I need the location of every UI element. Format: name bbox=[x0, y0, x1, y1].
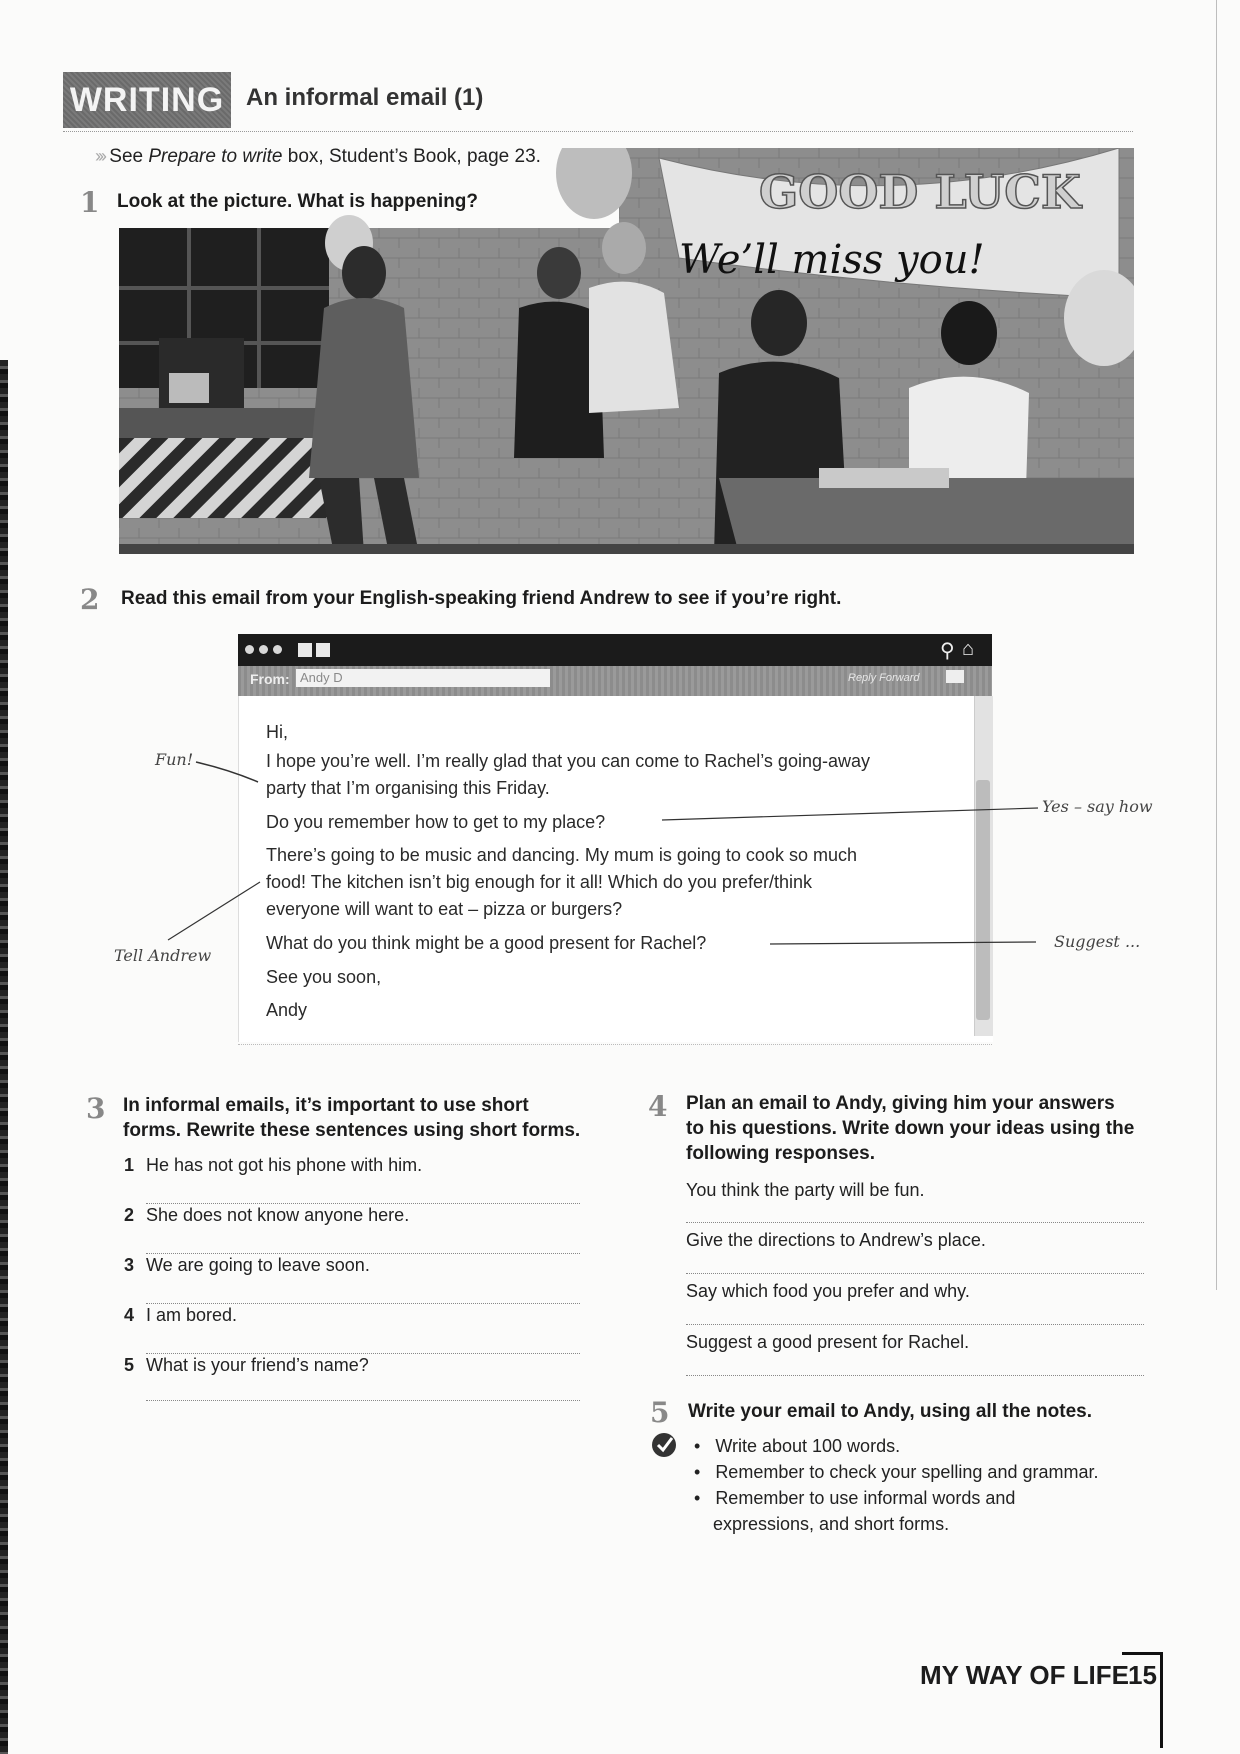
list-item: 4 I am bored. bbox=[124, 1305, 238, 1325]
list-item: 1 He has not got his phone with him. bbox=[124, 1155, 423, 1175]
answer-line[interactable] bbox=[146, 1400, 580, 1401]
answer-line[interactable] bbox=[146, 1253, 580, 1254]
exercise-1-instruction: Look at the picture. What is happening? bbox=[117, 191, 479, 212]
list-item: 3 We are going to leave soon. bbox=[124, 1255, 370, 1275]
exercise-4-instruction-line: to his questions. Write down your ideas using the bbox=[686, 1118, 1135, 1139]
reply-forward-links[interactable]: Reply Forward bbox=[848, 672, 920, 684]
list-item: Give the directions to Andrew’s place. bbox=[686, 1230, 986, 1250]
note-yes-say-how: Yes – say how bbox=[1042, 797, 1153, 816]
search-icon[interactable]: ⚲ bbox=[940, 640, 955, 662]
from-field[interactable]: Andy D bbox=[296, 669, 550, 687]
note-suggest: Suggest ... bbox=[1054, 932, 1141, 951]
section-title: An informal email (1) bbox=[246, 84, 484, 111]
answer-line[interactable] bbox=[686, 1273, 1144, 1274]
email-line: Do you remember how to get to my place? bbox=[266, 812, 606, 832]
note-fun: Fun! bbox=[155, 750, 194, 769]
email-line: Hi, bbox=[266, 722, 288, 742]
from-label: From: bbox=[250, 671, 290, 687]
page-number-bracket bbox=[1160, 1652, 1163, 1748]
svg-text:GOOD LUCK: GOOD LUCK bbox=[759, 165, 1081, 219]
exercise-number: 5 bbox=[650, 1396, 670, 1429]
list-item: You think the party will be fun. bbox=[686, 1180, 925, 1200]
exercise-4-instruction-line: following responses. bbox=[686, 1143, 875, 1164]
list-item: Say which food you prefer and why. bbox=[686, 1281, 970, 1301]
bullet-item: • Remember to check your spelling and grammar. bbox=[694, 1462, 1099, 1482]
answer-line[interactable] bbox=[686, 1222, 1144, 1223]
note-tell-andrew: Tell Andrew bbox=[114, 946, 212, 965]
answer-line[interactable] bbox=[686, 1375, 1144, 1376]
email-line: food! The kitchen isn’t big enough for it all! Which do you prefer/think bbox=[266, 872, 812, 892]
exercise-number: 3 bbox=[86, 1092, 106, 1125]
answer-line[interactable] bbox=[146, 1203, 580, 1204]
exercise-number: 4 bbox=[648, 1090, 668, 1123]
list-item: 5 What is your friend’s name? bbox=[124, 1355, 369, 1375]
email-line: Andy bbox=[266, 1000, 308, 1020]
list-item: 2 She does not know anyone here. bbox=[124, 1205, 410, 1225]
exercise-3-instruction-line: forms. Rewrite these sentences using short forms. bbox=[123, 1120, 581, 1141]
home-icon[interactable]: ⌂ bbox=[962, 638, 975, 660]
exercise-2-instruction: Read this email from your English-speaking friend Andrew to see if you’re right. bbox=[121, 588, 842, 609]
email-line: What do you think might be a good present for Rachel? bbox=[266, 933, 707, 953]
checklist-icon bbox=[650, 1430, 680, 1460]
section-tag: WRITING bbox=[63, 72, 231, 128]
double-chevron-icon: ››› bbox=[95, 146, 104, 166]
exercise-number: 1 bbox=[80, 186, 100, 219]
email-line: everyone will want to eat – pizza or burgers? bbox=[266, 899, 623, 919]
bullet-item: • Write about 100 words. bbox=[694, 1436, 901, 1456]
page-number-bracket bbox=[1122, 1652, 1162, 1655]
exercise-number: 2 bbox=[80, 583, 100, 616]
answer-line[interactable] bbox=[146, 1303, 580, 1304]
footer-unit-title: MY WAY OF LIFE bbox=[920, 1660, 1130, 1690]
exercise-5-instruction: Write your email to Andy, using all the notes. bbox=[688, 1401, 1092, 1422]
email-line: party that I’m organising this Friday. bbox=[266, 778, 550, 798]
answer-line[interactable] bbox=[146, 1353, 580, 1354]
bullet-item: • Remember to use informal words and bbox=[694, 1488, 1016, 1508]
email-line: I hope you’re well. I’m really glad that you can come to Rachel’s going-away bbox=[266, 751, 870, 771]
answer-line[interactable] bbox=[686, 1324, 1144, 1325]
exercise-3-instruction-line: In informal emails, it’s important to use short bbox=[123, 1095, 529, 1116]
bullet-item-continuation: expressions, and short forms. bbox=[713, 1514, 950, 1534]
list-item: Suggest a good present for Rachel. bbox=[686, 1332, 970, 1352]
email-line: See you soon, bbox=[266, 967, 382, 987]
svg-text:We’ll miss you!: We’ll miss you! bbox=[679, 237, 985, 283]
page-number: 15 bbox=[1128, 1660, 1157, 1690]
exercise-4-instruction-line: Plan an email to Andy, giving him your answers bbox=[686, 1093, 1115, 1114]
email-line: There’s going to be music and dancing. My mum is going to cook so much bbox=[266, 845, 857, 865]
prepare-note: ››› See Prepare to write box, Student’s Book, page 23. bbox=[95, 146, 541, 167]
